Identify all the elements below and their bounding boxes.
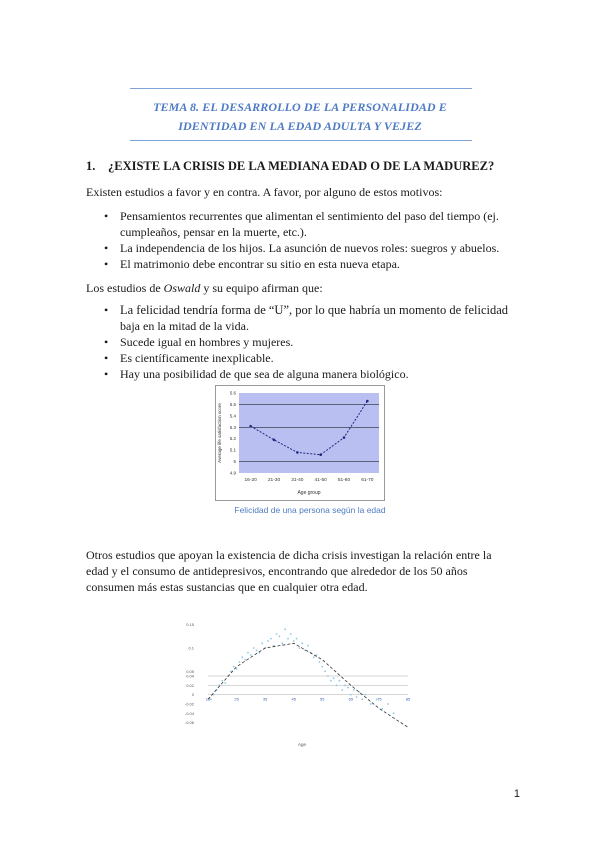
scatter-point <box>330 680 332 682</box>
list-item-line: baja en la mitad de la vida. <box>120 319 249 333</box>
list-item <box>104 366 508 382</box>
y-tick-label: 0.02 <box>186 682 194 688</box>
list-item <box>104 256 499 272</box>
bullet-icon: • <box>104 367 109 381</box>
scatter-point <box>364 694 366 696</box>
x-tick-label: 55 <box>320 696 325 702</box>
scatter-point <box>210 698 212 700</box>
scatter-point <box>247 652 249 654</box>
x-axis-label: Age <box>297 742 307 747</box>
scatter-point <box>250 654 252 656</box>
scatter-point <box>224 682 226 684</box>
scatter-point <box>296 638 298 640</box>
x-tick-label: 16-20 <box>244 478 257 483</box>
scatter-point <box>284 628 286 630</box>
scatter-point <box>333 677 335 679</box>
x-tick-label: 85 <box>405 696 411 702</box>
scatter-point <box>236 668 238 670</box>
scatter-point <box>327 675 329 677</box>
y-tick-label: 5.2 <box>229 436 236 442</box>
data-point <box>296 451 299 454</box>
scatter-point <box>307 645 309 647</box>
paragraph-line: Otros estudios que apoyan la existencia de dicha crisis investigan la relación entre la <box>86 548 492 562</box>
x-tick-label: 41-50 <box>314 478 327 483</box>
x-tick-label: 35 <box>262 696 268 702</box>
bullet-icon: • <box>104 303 109 317</box>
scatter-point <box>301 642 303 644</box>
x-tick-label: 25 <box>234 696 239 702</box>
scatter-point <box>233 666 235 668</box>
scatter-point <box>347 687 349 689</box>
scatter-point <box>324 670 326 672</box>
list-item-line: Sucede igual en hombres y mujeres. <box>120 335 294 349</box>
scatter-point <box>381 708 383 710</box>
x-tick-label: 65 <box>348 696 354 702</box>
list-item-line: El matrimonio debe encontrar su sitio en esta nueva etapa. <box>120 257 400 271</box>
list-item-line: Hay una posibilidad de que sea de alguna manera biológico. <box>120 367 409 381</box>
y-tick-label: 5.3 <box>229 424 236 430</box>
scatter-point <box>336 684 338 686</box>
scatter-point <box>361 698 363 700</box>
scatter-point <box>319 661 321 663</box>
y-tick-label: -0.04 <box>184 710 194 716</box>
title-top-rule <box>130 88 472 89</box>
y-tick-label: 0.05 <box>186 668 194 674</box>
title-bottom-rule <box>130 140 472 141</box>
x-axis-label: Age group <box>297 490 321 496</box>
y-axis-label: Average life satisfaction score <box>217 403 222 463</box>
section-number: 1. <box>86 159 96 173</box>
list-item <box>104 208 499 240</box>
oswald-prefix: Los estudios de <box>86 281 164 295</box>
scatter-point <box>287 638 289 640</box>
x-tick-label: 45 <box>291 696 296 702</box>
oswald-name: Oswald <box>163 281 201 295</box>
y-tick-label: 0.15 <box>186 622 194 628</box>
data-point <box>273 439 276 442</box>
y-tick-label: 5.4 <box>229 413 236 419</box>
data-point <box>343 436 346 439</box>
data-point <box>249 425 252 428</box>
y-tick-label: 5.6 <box>229 390 236 396</box>
y-tick-label: 0 <box>191 692 194 698</box>
page-title <box>100 98 500 136</box>
scatter-point <box>370 703 372 705</box>
list-item-line: Es científicamente inexplicable. <box>120 351 274 365</box>
y-tick-label: 5 <box>233 459 236 465</box>
scatter-point <box>393 712 395 714</box>
data-point <box>366 400 369 403</box>
bullet-icon: • <box>104 241 109 255</box>
scatter-point <box>339 680 341 682</box>
list-item <box>104 240 499 256</box>
scatter-point <box>293 640 295 642</box>
x-tick-label: 21-30 <box>267 478 281 483</box>
page-number: 1 <box>513 788 520 800</box>
list-item <box>104 334 508 350</box>
scatter-point <box>256 649 258 651</box>
scatter-point <box>344 684 346 686</box>
bullet-list-motives <box>104 208 499 272</box>
y-tick-label: -0.06 <box>184 720 194 726</box>
scatter-point <box>353 689 355 691</box>
bullet-icon: • <box>104 351 109 365</box>
y-tick-label: 0.04 <box>186 673 194 679</box>
x-tick-label: 61-70 <box>361 478 374 483</box>
scatter-point <box>279 635 281 637</box>
oswald-paragraph <box>86 280 323 296</box>
plot-area <box>239 393 379 473</box>
scatter-point <box>290 633 292 635</box>
list-item-line: La felicidad tendría forma de “U”, por lo que habría un momento de felicidad <box>120 303 509 317</box>
y-tick-label: 4.9 <box>229 470 236 476</box>
data-point <box>319 453 322 456</box>
y-tick-label: 0.1 <box>188 645 194 651</box>
scatter-point <box>253 647 255 649</box>
bullet-list-oswald <box>104 302 508 382</box>
list-item-line: Pensamientos recurrentes que alimentan el sentimiento del paso del tiempo (ej. <box>120 209 499 223</box>
scatter-point <box>356 696 358 698</box>
title-line-2: IDENTIDAD EN LA EDAD ADULTA Y VEJEZ <box>178 119 422 133</box>
x-tick-label: 75 <box>377 696 382 702</box>
y-tick-label: -0.02 <box>184 701 194 707</box>
paragraph-line: edad y el consumo de antidepresivos, encontrando que alrededor de los 50 años <box>86 564 468 578</box>
scatter-point <box>387 703 389 705</box>
section-heading <box>86 159 494 174</box>
x-tick-label: 31-40 <box>291 478 304 483</box>
scatter-point <box>239 661 241 663</box>
scatter-point <box>270 638 272 640</box>
bullet-icon: • <box>104 257 109 271</box>
title-line-1: TEMA 8. EL DESARROLLO DE LA PERSONALIDAD E <box>153 100 447 114</box>
list-item <box>104 350 508 366</box>
x-tick-label: 51-60 <box>337 478 351 483</box>
scatter-point <box>321 666 323 668</box>
scatter-point <box>376 698 378 700</box>
scatter-point <box>313 656 315 658</box>
bullet-icon: • <box>104 335 109 349</box>
scatter-point <box>261 642 263 644</box>
scatter-point <box>221 680 223 682</box>
x-tick-label: 15 <box>205 696 211 702</box>
bullet-icon: • <box>104 209 109 223</box>
list-item <box>104 302 508 334</box>
scatter-point <box>281 642 283 644</box>
scatter-point <box>244 659 246 661</box>
y-tick-label: 5.5 <box>229 401 236 407</box>
section-heading-text: ¿EXISTE LA CRISIS DE LA MEDIANA EDAD O DE LA MADUREZ? <box>108 159 495 173</box>
oswald-suffix: y su equipo afirman que: <box>200 281 323 295</box>
antidepressant-by-age-chart <box>180 612 420 752</box>
figure-caption: Felicidad de una persona según la edad <box>234 505 386 515</box>
scatter-point <box>267 640 269 642</box>
scatter-point <box>276 633 278 635</box>
scatter-point <box>241 656 243 658</box>
list-item-line: cumpleaños, pensar en la muerte, etc.). <box>120 225 307 239</box>
scatter-point <box>299 647 301 649</box>
y-tick-label: 5.1 <box>229 447 236 453</box>
list-item-line: La independencia de los hijos. La asunción de nuevos roles: suegros y abuelos. <box>120 241 500 255</box>
paragraph-line: consumen más estas sustancias que en cualquier otra edad. <box>86 580 368 594</box>
scatter-point <box>341 689 343 691</box>
happiness-by-age-chart <box>215 385 385 501</box>
intro-paragraph: Existen estudios a favor y en contra. A favor, por alguno de estos motivos: <box>86 185 443 199</box>
scatter-point <box>350 694 352 696</box>
